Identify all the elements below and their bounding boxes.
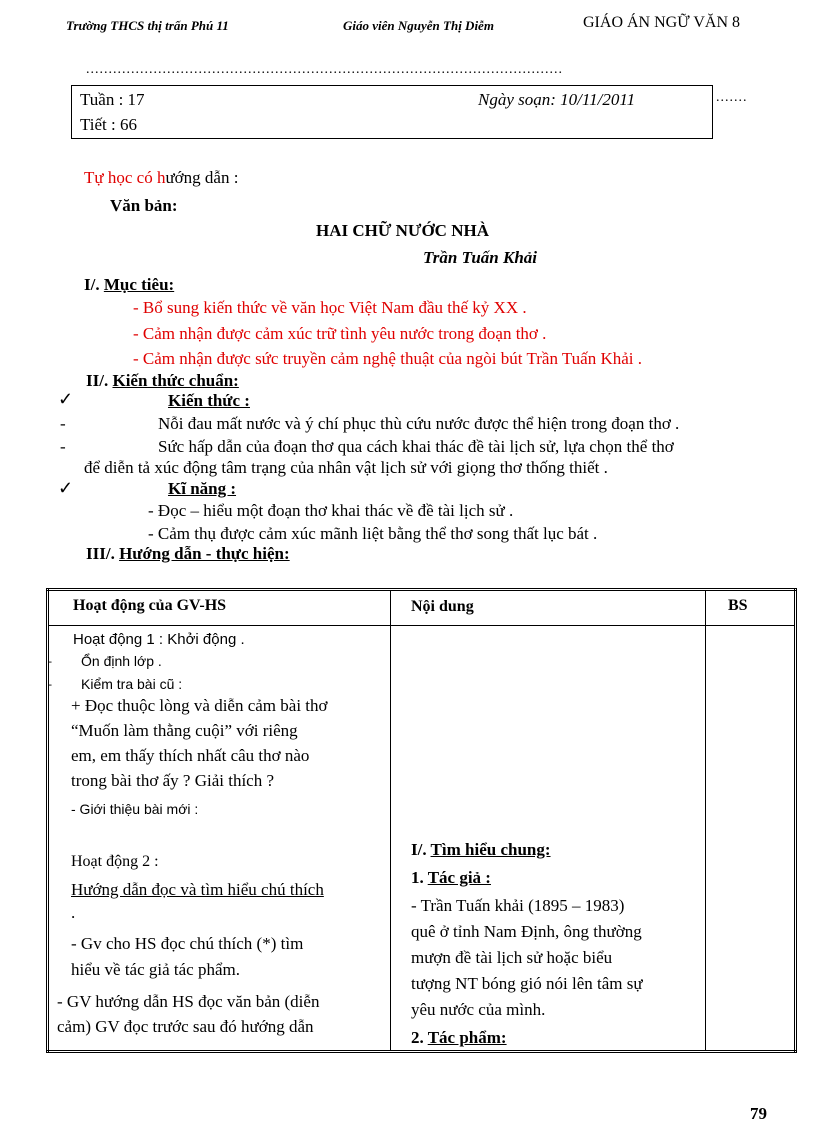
teacher-guide-line: cảm) GV đọc trước sau đó hướng dẫn — [57, 1017, 314, 1036]
subject-title: GIÁO ÁN NGỮ VĂN 8 — [583, 14, 740, 31]
page-number: 79 — [750, 1104, 767, 1123]
self-study-black: ướng dẫn : — [165, 168, 239, 187]
author-info-line: mượn đề tài lịch sử hoặc biểu — [411, 948, 613, 967]
header-content — [391, 590, 706, 626]
general-section-heading — [411, 840, 551, 860]
self-study-line — [84, 168, 238, 188]
section3-title: Hướng dẫn - thực hiện: — [119, 544, 290, 563]
header-content-text: Nội dung — [411, 598, 474, 615]
school-name: Trường THCS thị trấn Phú 11 — [66, 18, 229, 33]
question-line: em, em thấy thích nhất câu thơ nào — [71, 746, 310, 765]
checkmark-icon: ✓ — [58, 389, 74, 409]
teacher-guide-line: hiểu về tác giả tác phẩm. — [71, 960, 240, 979]
author-info-line: quê ở tỉnh Nam Định, ông thường — [411, 922, 642, 941]
prep-date: Ngày soạn: 10/11/2011 — [478, 90, 636, 109]
teacher-guide-line: - GV hướng dẫn HS đọc văn bản (diễn — [57, 992, 320, 1011]
activity1-heading: Hoạt động 1 : Khởi động . — [73, 631, 245, 648]
knowledge-item: Sức hấp dẫn của đoạn thơ qua cách khai thác đề tài lịch sử, lựa chọn thể thơ — [158, 437, 674, 456]
period-mark: . — [71, 903, 76, 922]
author-info-line: yêu nước của mình. — [411, 1000, 546, 1019]
author-name: Trần Tuấn Khải — [423, 248, 538, 267]
section1-roman: I/. — [84, 275, 104, 294]
section2-title: Kiến thức chuẩn: — [112, 371, 239, 390]
table-header-row — [48, 590, 796, 626]
question-line: trong bài thơ ấy ? Giải thích ? — [71, 771, 275, 790]
period-label: Tiết : 66 — [80, 115, 138, 134]
dotted-line: .......................................................................................................... — [86, 62, 563, 77]
header-bs-text: BS — [728, 597, 748, 614]
dash-bullet: - — [48, 677, 52, 691]
objective-item: - Cảm nhận được sức truyền cảm nghệ thuật của ngòi bút Trần Tuấn Khải . — [133, 349, 643, 368]
activities-cell — [48, 626, 391, 1052]
dotted-line-tail: ....... — [716, 90, 748, 105]
knowledge-heading: Kiến thức : — [168, 391, 250, 410]
objective-item: - Bổ sung kiến thức về văn học Việt Nam đầu thế kỷ XX . — [133, 298, 527, 317]
work-num: 2. — [411, 1028, 428, 1047]
activity2-title: Hướng dẫn đọc và tìm hiểu chú thích — [71, 880, 324, 899]
dash-bullet: - — [48, 654, 52, 668]
week-label: Tuần : 17 — [80, 90, 145, 109]
dash-bullet: - — [60, 414, 66, 433]
section3-heading — [86, 544, 290, 564]
text-label: Văn bản: — [110, 196, 178, 215]
skill-item: - Đọc – hiểu một đoạn thơ khai thác về đề tài lịch sử . — [148, 501, 514, 520]
author-info-line: tượng NT bóng gió nói lên tâm sự — [411, 974, 643, 993]
introduce-lesson: - Giới thiệu bài mới : — [71, 801, 199, 817]
teacher-name: Giáo viên Nguyễn Thị Diễm — [343, 18, 494, 33]
header-activities — [48, 590, 391, 626]
general-roman: I/. — [411, 840, 431, 859]
work-title: Tác phẩm: — [427, 1028, 507, 1047]
objective-item: - Cảm nhận được cảm xúc trữ tình yêu nước trong đoạn thơ . — [133, 324, 547, 343]
section1-title: Mục tiêu: — [103, 275, 175, 294]
author-info-line: - Trần Tuấn khải (1895 – 1983) — [411, 896, 625, 915]
bs-cell — [706, 626, 796, 1052]
skills-heading: Kĩ năng : — [168, 479, 237, 498]
teacher-guide-line: - Gv cho HS đọc chú thích (*) tìm — [71, 934, 304, 953]
question-line: “Muốn làm thằng cuội” với riêng — [71, 721, 298, 740]
section2-roman: II/. — [86, 371, 113, 390]
author-subheading — [411, 868, 491, 888]
author-num: 1. — [411, 868, 428, 887]
self-study-red: Tự học có h — [84, 168, 166, 187]
question-line: + Đọc thuộc lòng và diễn cảm bài thơ — [71, 696, 328, 715]
knowledge-item: để diễn tả xúc động tâm trạng của nhân vật lịch sử với giọng thơ thống thiết . — [84, 458, 608, 477]
author-title: Tác giả : — [427, 868, 491, 887]
checkmark-icon: ✓ — [58, 478, 74, 498]
section2-heading — [86, 371, 239, 391]
content-cell — [391, 626, 706, 1052]
dash-bullet: - — [60, 437, 66, 456]
header-activities-text: Hoạt động của GV-HS — [73, 597, 227, 614]
lesson-plan-table — [46, 588, 797, 1053]
check-old-lesson: Kiểm tra bài cũ : — [81, 676, 183, 692]
lesson-title: HAI CHỮ NƯỚC NHÀ — [316, 221, 489, 240]
work-subheading — [411, 1028, 507, 1048]
knowledge-item: Nỗi đau mất nước và ý chí phục thù cứu nước được thể hiện trong đoạn thơ . — [158, 414, 680, 433]
skill-item: - Cảm thụ được cảm xúc mãnh liệt bằng thể thơ song thất lục bát . — [148, 524, 598, 543]
general-title: Tìm hiểu chung: — [430, 840, 551, 859]
section3-roman: III/. — [86, 544, 120, 563]
stabilize-class: Ổn định lớp . — [81, 653, 162, 669]
activity2-heading: Hoạt động 2 : — [71, 853, 159, 870]
table-row — [48, 626, 796, 1052]
header-bs — [706, 590, 796, 626]
section1-heading — [84, 275, 174, 295]
